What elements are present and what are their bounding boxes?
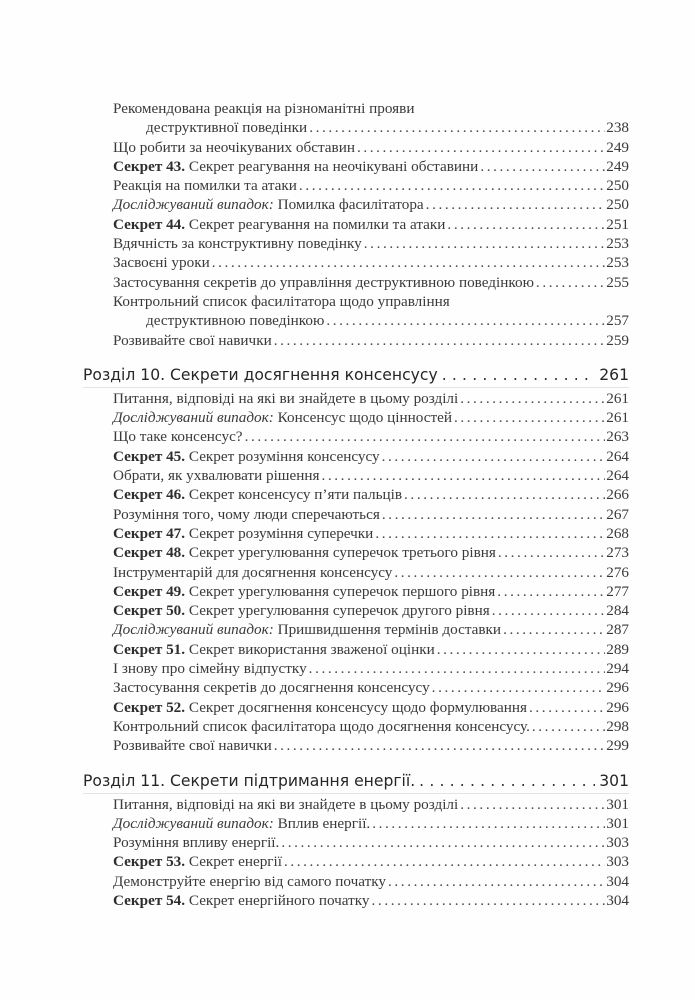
entry-title bbox=[113, 427, 243, 446]
entry-title bbox=[113, 891, 370, 910]
dot-leader bbox=[388, 872, 605, 891]
dot-leader bbox=[364, 234, 605, 253]
dot-leader bbox=[212, 253, 606, 272]
page-number: 301 bbox=[606, 795, 629, 813]
secret-number: Секрет 46. bbox=[113, 486, 186, 504]
dot-leader bbox=[375, 524, 605, 543]
entry-title bbox=[113, 620, 501, 639]
entry-title-text: Консенсус щодо цінностей bbox=[273, 409, 452, 427]
entry-title bbox=[113, 273, 534, 292]
page-number: 263 bbox=[606, 428, 629, 446]
toc-entry[interactable] bbox=[83, 157, 629, 176]
dot-leader bbox=[382, 447, 606, 466]
entry-title bbox=[113, 601, 490, 620]
page-number: 259 bbox=[606, 331, 629, 349]
page-number: 298 bbox=[606, 717, 629, 735]
entry-title bbox=[113, 640, 435, 659]
entry-title-text: Секрет урегулювання суперечок першого рівня bbox=[185, 582, 496, 600]
dot-leader bbox=[394, 563, 605, 582]
entry-title-text: Секрет енергійного початку bbox=[185, 891, 370, 909]
toc-entry-line[interactable] bbox=[83, 99, 629, 118]
dot-leader bbox=[498, 543, 605, 562]
case-study-label: Досліджуваний випадок: bbox=[113, 409, 274, 427]
toc-entry[interactable] bbox=[83, 563, 629, 582]
page-number: 273 bbox=[606, 544, 629, 562]
entry-title-text: Секрет урегулювання суперечок третього рівня bbox=[185, 544, 496, 562]
dot-leader bbox=[372, 891, 606, 910]
dot-leader bbox=[503, 620, 605, 639]
case-study-label: Досліджуваний випадок: bbox=[113, 814, 274, 832]
entry-title bbox=[113, 138, 355, 157]
secret-number: Секрет 49. bbox=[113, 582, 186, 600]
secret-number: Секрет 43. bbox=[113, 157, 186, 175]
entry-title bbox=[113, 389, 458, 408]
chapter-heading[interactable] bbox=[83, 769, 629, 794]
chapter-page-number: 301 bbox=[599, 771, 629, 790]
entry-title bbox=[113, 485, 402, 504]
page-number: 266 bbox=[606, 486, 629, 504]
toc-entry[interactable] bbox=[83, 795, 629, 814]
page-number: 289 bbox=[606, 640, 629, 658]
secret-number: Секрет 54. bbox=[113, 891, 186, 909]
entry-title bbox=[113, 466, 319, 485]
page-number: 294 bbox=[606, 660, 629, 678]
toc-entry[interactable] bbox=[83, 466, 629, 485]
entry-title bbox=[113, 447, 380, 466]
dot-leader bbox=[532, 717, 605, 736]
page-number: 253 bbox=[606, 254, 629, 272]
page-number: 304 bbox=[606, 872, 629, 890]
entry-title bbox=[113, 833, 279, 852]
dot-leader bbox=[426, 195, 606, 214]
entry-title-text: Розвивайте свої навички bbox=[113, 737, 272, 755]
page-number: 284 bbox=[606, 602, 629, 620]
page-number: 267 bbox=[606, 505, 629, 523]
toc-entry[interactable] bbox=[83, 524, 629, 543]
dot-leader bbox=[536, 273, 605, 292]
entry-title-text: Розуміння того, чому люди сперечаються bbox=[113, 505, 380, 523]
page-number: 250 bbox=[606, 196, 629, 214]
toc-entry[interactable] bbox=[83, 736, 629, 755]
toc-entry[interactable] bbox=[83, 331, 629, 350]
entry-title: Рекомендована реакція на різноманітні прояви bbox=[113, 100, 415, 117]
entry-title-text: Контрольний список фасилітатора щодо досягнення консенсусу. bbox=[113, 717, 530, 735]
entry-title bbox=[113, 253, 210, 272]
page-number: 249 bbox=[606, 138, 629, 156]
entry-title-text: Що таке консенсус? bbox=[113, 428, 243, 446]
page-number: 264 bbox=[606, 447, 629, 465]
dot-leader bbox=[357, 138, 605, 157]
entry-title-text: І знову про сімейну відпустку bbox=[113, 660, 307, 678]
entry-title bbox=[113, 215, 445, 234]
entry-title bbox=[113, 505, 380, 524]
secret-number: Секрет 50. bbox=[113, 602, 186, 620]
page-number: 253 bbox=[606, 235, 629, 253]
entry-title-text: Обрати, як ухвалювати рішення bbox=[113, 467, 320, 485]
entry-title bbox=[113, 157, 478, 176]
page-number: 277 bbox=[606, 582, 629, 600]
entry-title-text: Секрет консенсусу п’яти пальців bbox=[185, 486, 403, 504]
entry-title-text: Що робити за неочікуваних обставин bbox=[113, 138, 355, 156]
toc-entry[interactable] bbox=[83, 640, 629, 659]
entry-title-text: Секрет реагування на помилки та атаки bbox=[185, 215, 446, 233]
dot-leader bbox=[419, 769, 595, 793]
entry-title-text: Питання, відповіді на які ви знайдете в цьому розділі bbox=[113, 795, 459, 813]
entry-title-text: Питання, відповіді на які ви знайдете в цьому розділі bbox=[113, 389, 459, 407]
entry-title bbox=[113, 717, 530, 736]
toc-entry[interactable] bbox=[83, 678, 629, 697]
entry-title bbox=[113, 543, 496, 562]
page-number: 250 bbox=[606, 177, 629, 195]
dot-leader bbox=[404, 485, 605, 504]
entry-title-text: Секрет використання зваженої оцінки bbox=[185, 640, 435, 658]
entry-title bbox=[113, 814, 370, 833]
dot-leader bbox=[437, 640, 606, 659]
page-number: 249 bbox=[606, 157, 629, 175]
entry-title-text: Демонструйте енергію від самого початку bbox=[113, 872, 387, 890]
entry-title-text: Секрет урегулювання суперечок другого рівня bbox=[185, 602, 490, 620]
dot-leader bbox=[382, 505, 605, 524]
toc-entry-line[interactable] bbox=[83, 292, 629, 311]
page-number: 296 bbox=[606, 679, 629, 697]
chapter-page-number: 261 bbox=[599, 365, 629, 384]
toc-entry[interactable] bbox=[83, 234, 629, 253]
secret-number: Секрет 44. bbox=[113, 215, 186, 233]
page-number: 268 bbox=[606, 524, 629, 542]
entry-title-text: Засвоєні уроки bbox=[113, 254, 210, 272]
dot-leader bbox=[281, 833, 605, 852]
entry-title-text: Вплив енергії. bbox=[273, 814, 371, 832]
entry-title bbox=[113, 563, 392, 582]
entry-title bbox=[113, 698, 527, 717]
chapter-title: Розділ 10. Секрети досягнення консенсусу bbox=[83, 365, 438, 384]
entry-title-text: Застосування секретів до управління деструктивною поведінкою bbox=[113, 273, 534, 291]
toc-entry[interactable] bbox=[83, 582, 629, 601]
entry-title: Контрольний список фасилітатора щодо управління bbox=[113, 292, 450, 310]
toc-entry[interactable] bbox=[83, 447, 629, 466]
entry-title bbox=[113, 176, 297, 195]
toc-entry[interactable] bbox=[83, 698, 629, 717]
entry-title bbox=[113, 234, 362, 253]
entry-title-text: Секрет розуміння консенсусу bbox=[185, 447, 380, 465]
dot-leader bbox=[372, 814, 605, 833]
entry-title bbox=[113, 408, 452, 427]
toc-entry[interactable] bbox=[83, 389, 629, 408]
dot-leader bbox=[480, 157, 605, 176]
entry-title bbox=[113, 582, 495, 601]
dot-leader bbox=[454, 408, 605, 427]
entry-title-text: Розуміння впливу енергії. bbox=[113, 834, 280, 852]
dot-leader bbox=[274, 736, 606, 755]
dot-leader bbox=[497, 582, 605, 601]
toc-entry[interactable] bbox=[83, 543, 629, 562]
toc-entry[interactable] bbox=[83, 717, 629, 736]
case-study-label: Досліджуваний випадок: bbox=[113, 196, 274, 214]
toc-entry[interactable] bbox=[83, 253, 629, 272]
page-number: 303 bbox=[606, 834, 629, 852]
entry-title-text: Секрет реагування на неочікувані обставини bbox=[185, 157, 479, 175]
entry-title bbox=[113, 852, 282, 871]
entry-title bbox=[113, 872, 386, 891]
dot-leader bbox=[309, 118, 605, 137]
toc-entry[interactable] bbox=[83, 427, 629, 446]
toc-entry[interactable] bbox=[83, 659, 629, 678]
page-number: 304 bbox=[606, 891, 629, 909]
page-number: 257 bbox=[606, 312, 629, 330]
toc-entry[interactable] bbox=[83, 273, 629, 292]
toc-entry-continuation[interactable] bbox=[83, 311, 629, 330]
toc-entry[interactable] bbox=[83, 215, 629, 234]
toc-entry[interactable] bbox=[83, 601, 629, 620]
dot-leader bbox=[326, 311, 605, 330]
entry-title bbox=[113, 195, 424, 214]
toc-entry[interactable] bbox=[83, 833, 629, 852]
entry-title bbox=[113, 331, 272, 350]
entry-title-text: Розвивайте свої навички bbox=[113, 331, 272, 349]
page-number: 303 bbox=[606, 853, 629, 871]
page-number: 255 bbox=[606, 273, 629, 291]
entry-title-text: Інструментарій для досягнення консенсусу bbox=[113, 563, 393, 581]
entry-title bbox=[113, 659, 307, 678]
dot-leader bbox=[309, 659, 606, 678]
dot-leader bbox=[442, 363, 596, 387]
entry-title-text: Секрет енергії bbox=[185, 853, 282, 871]
dot-leader bbox=[299, 176, 605, 195]
page-number: 261 bbox=[606, 389, 629, 407]
entry-title bbox=[113, 795, 458, 814]
toc-entry[interactable] bbox=[83, 176, 629, 195]
toc-entry[interactable] bbox=[83, 408, 629, 427]
entry-title-continued: деструктивної поведінки bbox=[146, 119, 308, 137]
toc-entry[interactable] bbox=[83, 852, 629, 871]
page-number: 287 bbox=[606, 621, 629, 639]
case-study-label: Досліджуваний випадок: bbox=[113, 621, 274, 639]
secret-number: Секрет 52. bbox=[113, 698, 186, 716]
dot-leader bbox=[447, 215, 605, 234]
dot-leader bbox=[432, 678, 606, 697]
secret-number: Секрет 45. bbox=[113, 447, 186, 465]
entry-title-text: Помилка фасилітатора bbox=[273, 196, 424, 214]
dot-leader bbox=[274, 331, 606, 350]
entry-title-text: Вдячність за конструктивну поведінку bbox=[113, 235, 362, 253]
chapter-heading[interactable] bbox=[83, 363, 629, 388]
toc-entry[interactable] bbox=[83, 891, 629, 910]
page-number: 261 bbox=[606, 409, 629, 427]
page-number: 238 bbox=[606, 119, 629, 137]
entry-title-text: Застосування секретів до досягнення консенсусу bbox=[113, 679, 430, 697]
dot-leader bbox=[321, 466, 605, 485]
entry-title-text: Пришвидшення термінів доставки bbox=[273, 621, 502, 639]
entry-title bbox=[113, 736, 272, 755]
secret-number: Секрет 48. bbox=[113, 544, 186, 562]
page-number: 301 bbox=[606, 814, 629, 832]
entry-title-continued: деструктивною поведінкою bbox=[146, 312, 325, 330]
entry-title-text: Секрет розуміння суперечки bbox=[185, 524, 374, 542]
dot-leader bbox=[284, 852, 605, 871]
dot-leader bbox=[245, 427, 606, 446]
dot-leader bbox=[460, 389, 605, 408]
table-of-contents bbox=[83, 99, 629, 910]
toc-entry[interactable] bbox=[83, 505, 629, 524]
entry-title-text: Секрет досягнення консенсусу щодо формулювання bbox=[185, 698, 528, 716]
dot-leader bbox=[492, 601, 606, 620]
page-number: 299 bbox=[606, 737, 629, 755]
page-number: 264 bbox=[606, 467, 629, 485]
page-number: 276 bbox=[606, 563, 629, 581]
toc-entry-continuation[interactable] bbox=[83, 118, 629, 137]
dot-leader bbox=[529, 698, 605, 717]
toc-entry[interactable] bbox=[83, 814, 629, 833]
page-number: 296 bbox=[606, 698, 629, 716]
page-number: 251 bbox=[606, 215, 629, 233]
toc-entry[interactable] bbox=[83, 485, 629, 504]
secret-number: Секрет 47. bbox=[113, 524, 186, 542]
secret-number: Секрет 53. bbox=[113, 853, 186, 871]
dot-leader bbox=[460, 795, 605, 814]
toc-entry[interactable] bbox=[83, 138, 629, 157]
toc-entry[interactable] bbox=[83, 872, 629, 891]
entry-title bbox=[113, 524, 373, 543]
secret-number: Секрет 51. bbox=[113, 640, 186, 658]
chapter-title: Розділ 11. Секрети підтримання енергії. bbox=[83, 771, 416, 790]
toc-entry[interactable] bbox=[83, 195, 629, 214]
entry-title-text: Реакція на помилки та атаки bbox=[113, 177, 297, 195]
toc-entry[interactable] bbox=[83, 620, 629, 639]
entry-title bbox=[113, 678, 430, 697]
